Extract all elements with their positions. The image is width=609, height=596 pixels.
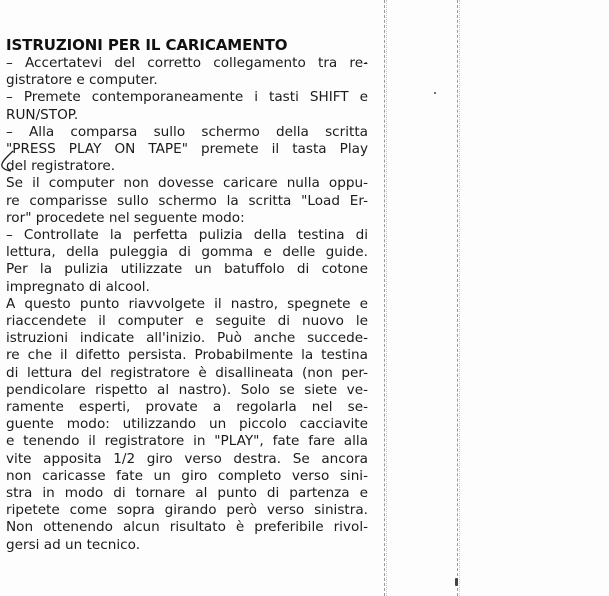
instruction-line: lettura, della puleggia di gomma e delle guide.	[6, 244, 368, 261]
instruction-line: Non ottenendo alcun risultato è preferibile rivol-	[6, 519, 368, 536]
instruction-line: istruzioni indicate all'inizio. Può anche succede-	[6, 330, 368, 347]
instruction-line: stra in modo di tornare al punto di partenza e	[6, 485, 368, 502]
instruction-line: impregnato di alcool.	[6, 278, 150, 295]
instruction-line: re che il difetto persista. Probabilmente la testina	[6, 347, 368, 364]
instruction-line: gistratore e computer.	[6, 72, 158, 89]
instruction-line: non caricasse fate un giro completo verso sini-	[6, 467, 368, 484]
instruction-line: ripetete come sopra girando però verso sinistra.	[6, 502, 368, 519]
instruction-line: "PRESS PLAY ON TAPE" premete il tasta Play	[6, 141, 368, 158]
fold-line-right	[457, 0, 458, 596]
paper-speck	[434, 92, 436, 94]
instruction-line: del registratore.	[6, 158, 116, 175]
instructions-body	[6, 55, 368, 554]
instruction-line: re comparisse sullo schermo la scritta "Load Er-	[6, 192, 368, 209]
paper-speck	[455, 578, 458, 586]
section-heading: ISTRUZIONI PER IL CARICAMENTO	[6, 36, 288, 54]
instruction-line: guente modo: utilizzando un piccolo cacciavite	[6, 416, 368, 433]
instruction-line: gersi ad un tecnico.	[6, 536, 141, 553]
instruction-line: pendicolare rispetto al nastro). Solo se siete ve-	[6, 381, 368, 398]
instruction-line: Se il computer non dovesse caricare nulla oppu-	[6, 175, 368, 192]
instruction-line: – Premete contemporaneamente i tasti SHIFT e	[6, 89, 368, 106]
instruction-line: di lettura del registratore è disallineata (non per-	[6, 364, 368, 381]
instruction-line: ror" procedete nel seguente modo:	[6, 209, 245, 226]
instruction-line: A questo punto riavvolgete il nastro, spegnete e	[6, 295, 368, 312]
instruction-line: – Controllate la perfetta pulizia della testina di	[6, 227, 368, 244]
fold-line-left-shadow	[386, 0, 387, 596]
instruction-line: – Accertatevi del corretto collegamento tra re-	[6, 55, 368, 71]
instruction-line: RUN/STOP.	[6, 106, 79, 123]
instruction-line: Per la pulizia utilizzate un batuffolo di cotone	[6, 261, 368, 278]
instruction-line: riaccendete il computer e seguite di nuovo le	[6, 313, 368, 330]
instructions-column	[6, 36, 368, 554]
fold-line-right-shadow	[459, 0, 460, 596]
instruction-line: vite apposita 1/2 giro verso destra. Se ancora	[6, 450, 368, 467]
instruction-line: ramente esperti, provate a regolarla nel se-	[6, 399, 368, 416]
instruction-line: e tenendo il registratore in "PLAY", fate fare alla	[6, 433, 368, 450]
instruction-line: – Alla comparsa sullo schermo della scritta	[6, 123, 368, 140]
fold-line-left	[384, 0, 385, 596]
